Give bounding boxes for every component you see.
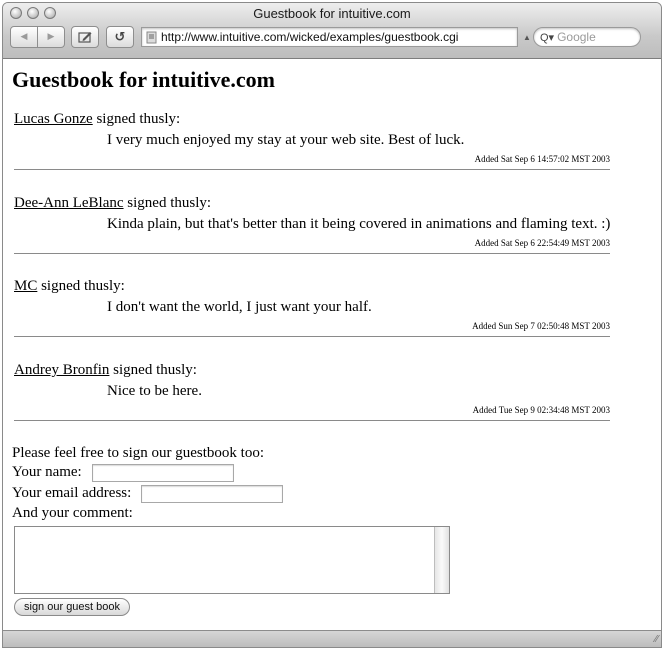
entry-divider [14,253,610,254]
entry-signer-line [14,278,125,295]
entry-timestamp: Added Tue Sep 9 02:34:48 MST 2003 [472,405,610,415]
back-arrow-icon: ◀ [20,32,28,42]
entry-timestamp: Added Sat Sep 6 22:54:49 MST 2003 [474,238,610,248]
form-intro: Please feel free to sign our guestbook too: [12,445,265,461]
forward-button[interactable] [37,26,65,48]
comment-label: And your comment: [12,505,133,521]
search-placeholder: Google [557,30,596,44]
address-history-chevron-icon[interactable]: ▲ [523,33,531,42]
search-icon: Q▾ [540,31,555,44]
bookmark-icon [146,31,157,44]
entry-comment: Nice to be here. [107,383,202,399]
sign-guestbook-button[interactable]: sign our guest book [14,598,130,616]
entry-name-link[interactable]: Andrey Bronfin [14,362,110,378]
title-bar [3,3,661,59]
email-label: Your email address: [12,485,132,501]
page-heading: Guestbook for intuitive.com [12,67,275,92]
pencil-icon [77,30,93,44]
signed-text: signed thusly: [123,195,212,211]
entry-comment: I very much enjoyed my stay at your web site. Best of luck. [107,132,465,148]
address-bar[interactable] [141,27,518,47]
status-bar [3,630,661,647]
entry-name-link[interactable]: Dee-Ann LeBlanc [14,195,124,211]
entry-name-link[interactable]: MC [14,278,38,294]
reload-icon: ↺ [114,29,126,45]
entry-divider [14,420,610,421]
entry-signer-line [14,111,180,128]
reload-button[interactable] [106,26,134,48]
page-content [3,60,661,630]
entry-comment: Kinda plain, but that's better than it being covered in animations and flaming text. :) [107,216,611,232]
entry-timestamp: Added Sun Sep 7 02:50:48 MST 2003 [472,321,610,331]
signed-text: signed thusly: [109,362,197,378]
signed-text: signed thusly: [37,278,125,294]
email-input[interactable] [141,485,283,503]
entry-name-link[interactable]: Lucas Gonze [14,111,93,127]
forward-arrow-icon: ▶ [47,32,55,42]
name-input[interactable] [92,464,234,482]
signed-text: signed thusly: [92,111,181,127]
textarea-scrollbar[interactable] [434,527,449,593]
back-button[interactable] [10,26,38,48]
entry-signer-line [14,195,211,212]
entry-signer-line [14,362,197,379]
browser-window [2,2,662,648]
entry-divider [14,336,610,337]
edit-page-button[interactable] [71,26,99,48]
address-url: http://www.intuitive.com/wicked/examples/guestbook.cgi [161,30,459,44]
entry-divider [14,169,610,170]
window-title: Guestbook for intuitive.com [253,6,411,21]
comment-textarea[interactable] [14,526,450,594]
search-field[interactable] [533,27,641,47]
name-label: Your name: [12,464,82,480]
entry-timestamp: Added Sat Sep 6 14:57:02 MST 2003 [474,154,610,164]
entry-comment: I don't want the world, I just want your half. [107,299,372,315]
resize-grip-icon[interactable]: ⁄⁄ [654,634,658,645]
